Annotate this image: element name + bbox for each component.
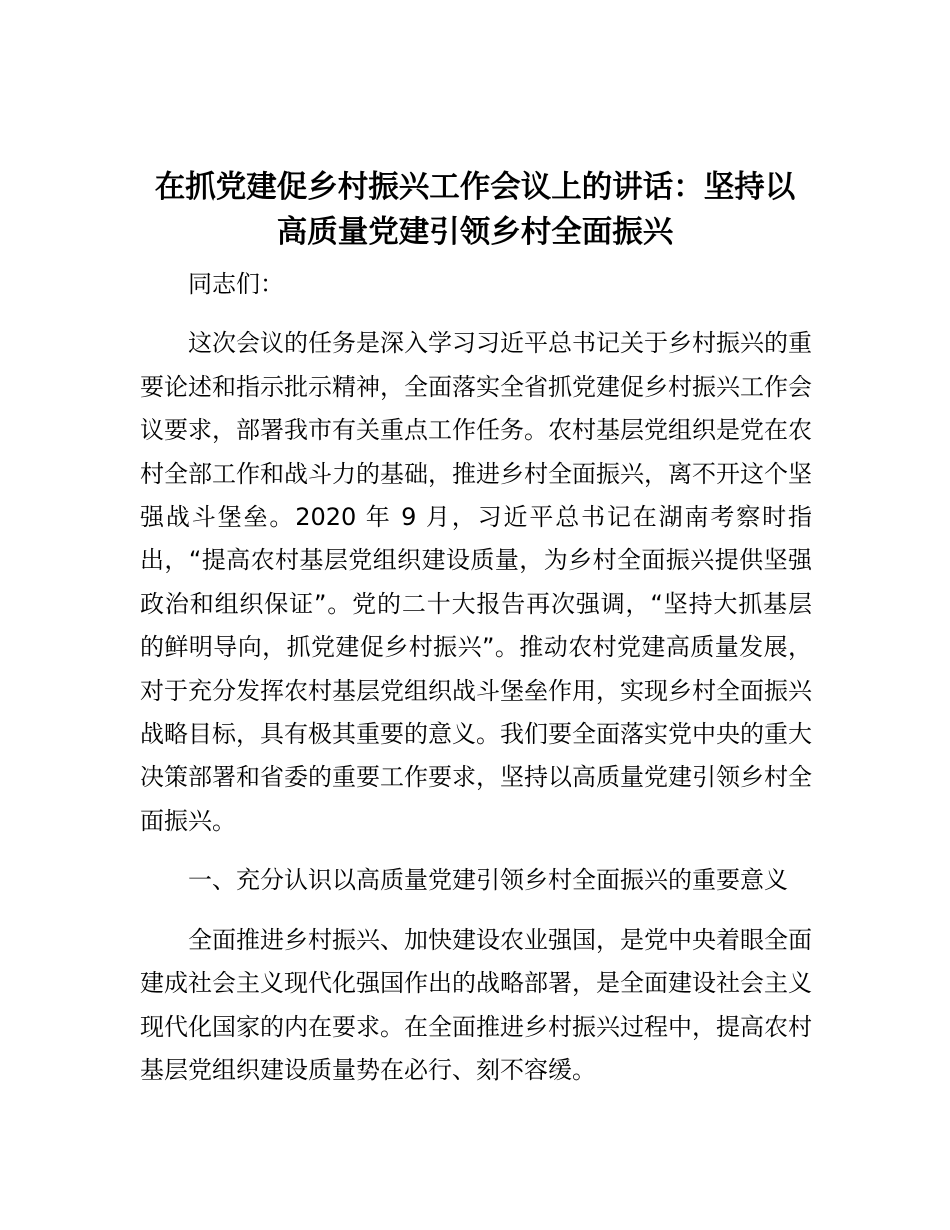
section-paragraph: 全面推进乡村振兴、加快建设农业强国，是党中央着眼全面建成社会主义现代化强国作出的战略部署，是全面建设社会主义现代化国家的内在要求。在全面推进乡村振兴过程中，提高农村基层党组织建设质量势在必行、刻不容缓。 [140, 925, 812, 1084]
body-paragraph: 这次会议的任务是深入学习习近平总书记关于乡村振兴的重要论述和指示批示精神，全面落实全省抓党建促乡村振兴工作会议要求，部署我市有关重点工作任务。农村基层党组织是党在农村全部工作和战斗力的基础，推进乡村全面振兴，离不开这个坚强战斗堡垒。2020 年 9 月，习近平总书记在湖南考察时指出，“提高农村基层党组织建设质量，为乡村全面振兴提供坚强政治和组织保证”。党的二十大报告再次强调，“坚持大抓基层的鲜明导向，抓党建促乡村振兴”。推动农村党建高质量发展，对于充分发挥农村基层党组织战斗堡垒作用，实现乡村全面振兴战略目标，具有极其重要的意义。我们要全面落实党中央的重大决策部署和省委的重要工作要求，坚持以高质量党建引领乡村全面振兴。 [140, 329, 812, 835]
salutation: 同志们： [188, 270, 284, 298]
document-title: 在抓党建促乡村振兴工作会议上的讲话：坚持以高质量党建引领乡村全面振兴 [154, 170, 796, 250]
section-heading: 一、充分认识以高质量党建引领乡村全面振兴的重要意义 [188, 866, 788, 895]
document-body [140, 263, 812, 1108]
